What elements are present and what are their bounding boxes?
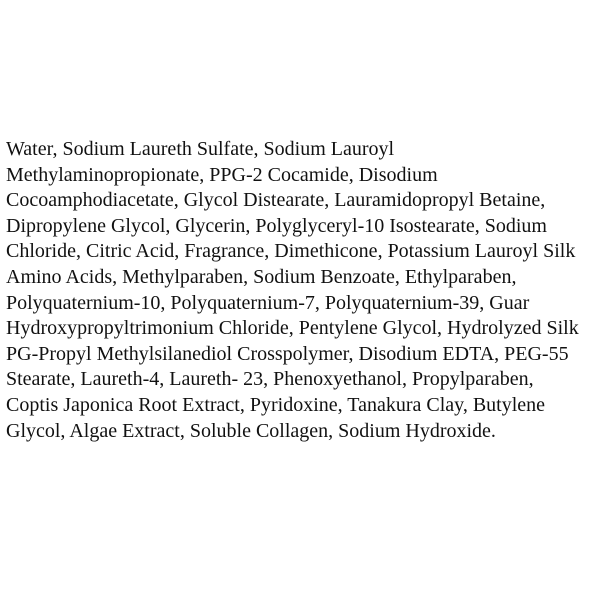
ingredients-line: Polyquaternium-10, Polyquaternium-7, Polyquaternium-39, Guar [6, 291, 530, 314]
ingredients-line: Hydroxypropyltrimonium Chloride, Pentylene Glycol, Hydrolyzed Silk [6, 317, 579, 340]
ingredients-line: Water, Sodium Laureth Sulfate, Sodium Lauroyl [6, 138, 395, 160]
ingredients-line: Methylaminopropionate, PPG-2 Cocamide, Disodium [6, 163, 438, 186]
ingredients-line: Glycol, Algae Extract, Soluble Collagen, Sodium Hydroxide. [6, 419, 496, 442]
ingredients-line: Chloride, Citric Acid, Fragrance, Dimethicone, Potassium Lauroyl Silk [6, 240, 576, 263]
ingredients-line: Stearate, Laureth-4, Laureth- 23, Phenoxyethanol, Propylparaben, [6, 368, 534, 391]
ingredients-list [6, 137, 596, 444]
ingredients-line: Cocoamphodiacetate, Glycol Distearate, Lauramidopropyl Betaine, [6, 189, 546, 212]
ingredients-line: Amino Acids, Methylparaben, Sodium Benzoate, Ethylparaben, [6, 265, 517, 288]
ingredients-line: Coptis Japonica Root Extract, Pyridoxine, Tanakura Clay, Butylene [6, 393, 546, 416]
ingredients-line: PG-Propyl Methylsilanediol Crosspolymer, Disodium EDTA, PEG-55 [6, 342, 569, 365]
ingredients-line: Dipropylene Glycol, Glycerin, Polyglyceryl-10 Isostearate, Sodium [6, 214, 547, 237]
